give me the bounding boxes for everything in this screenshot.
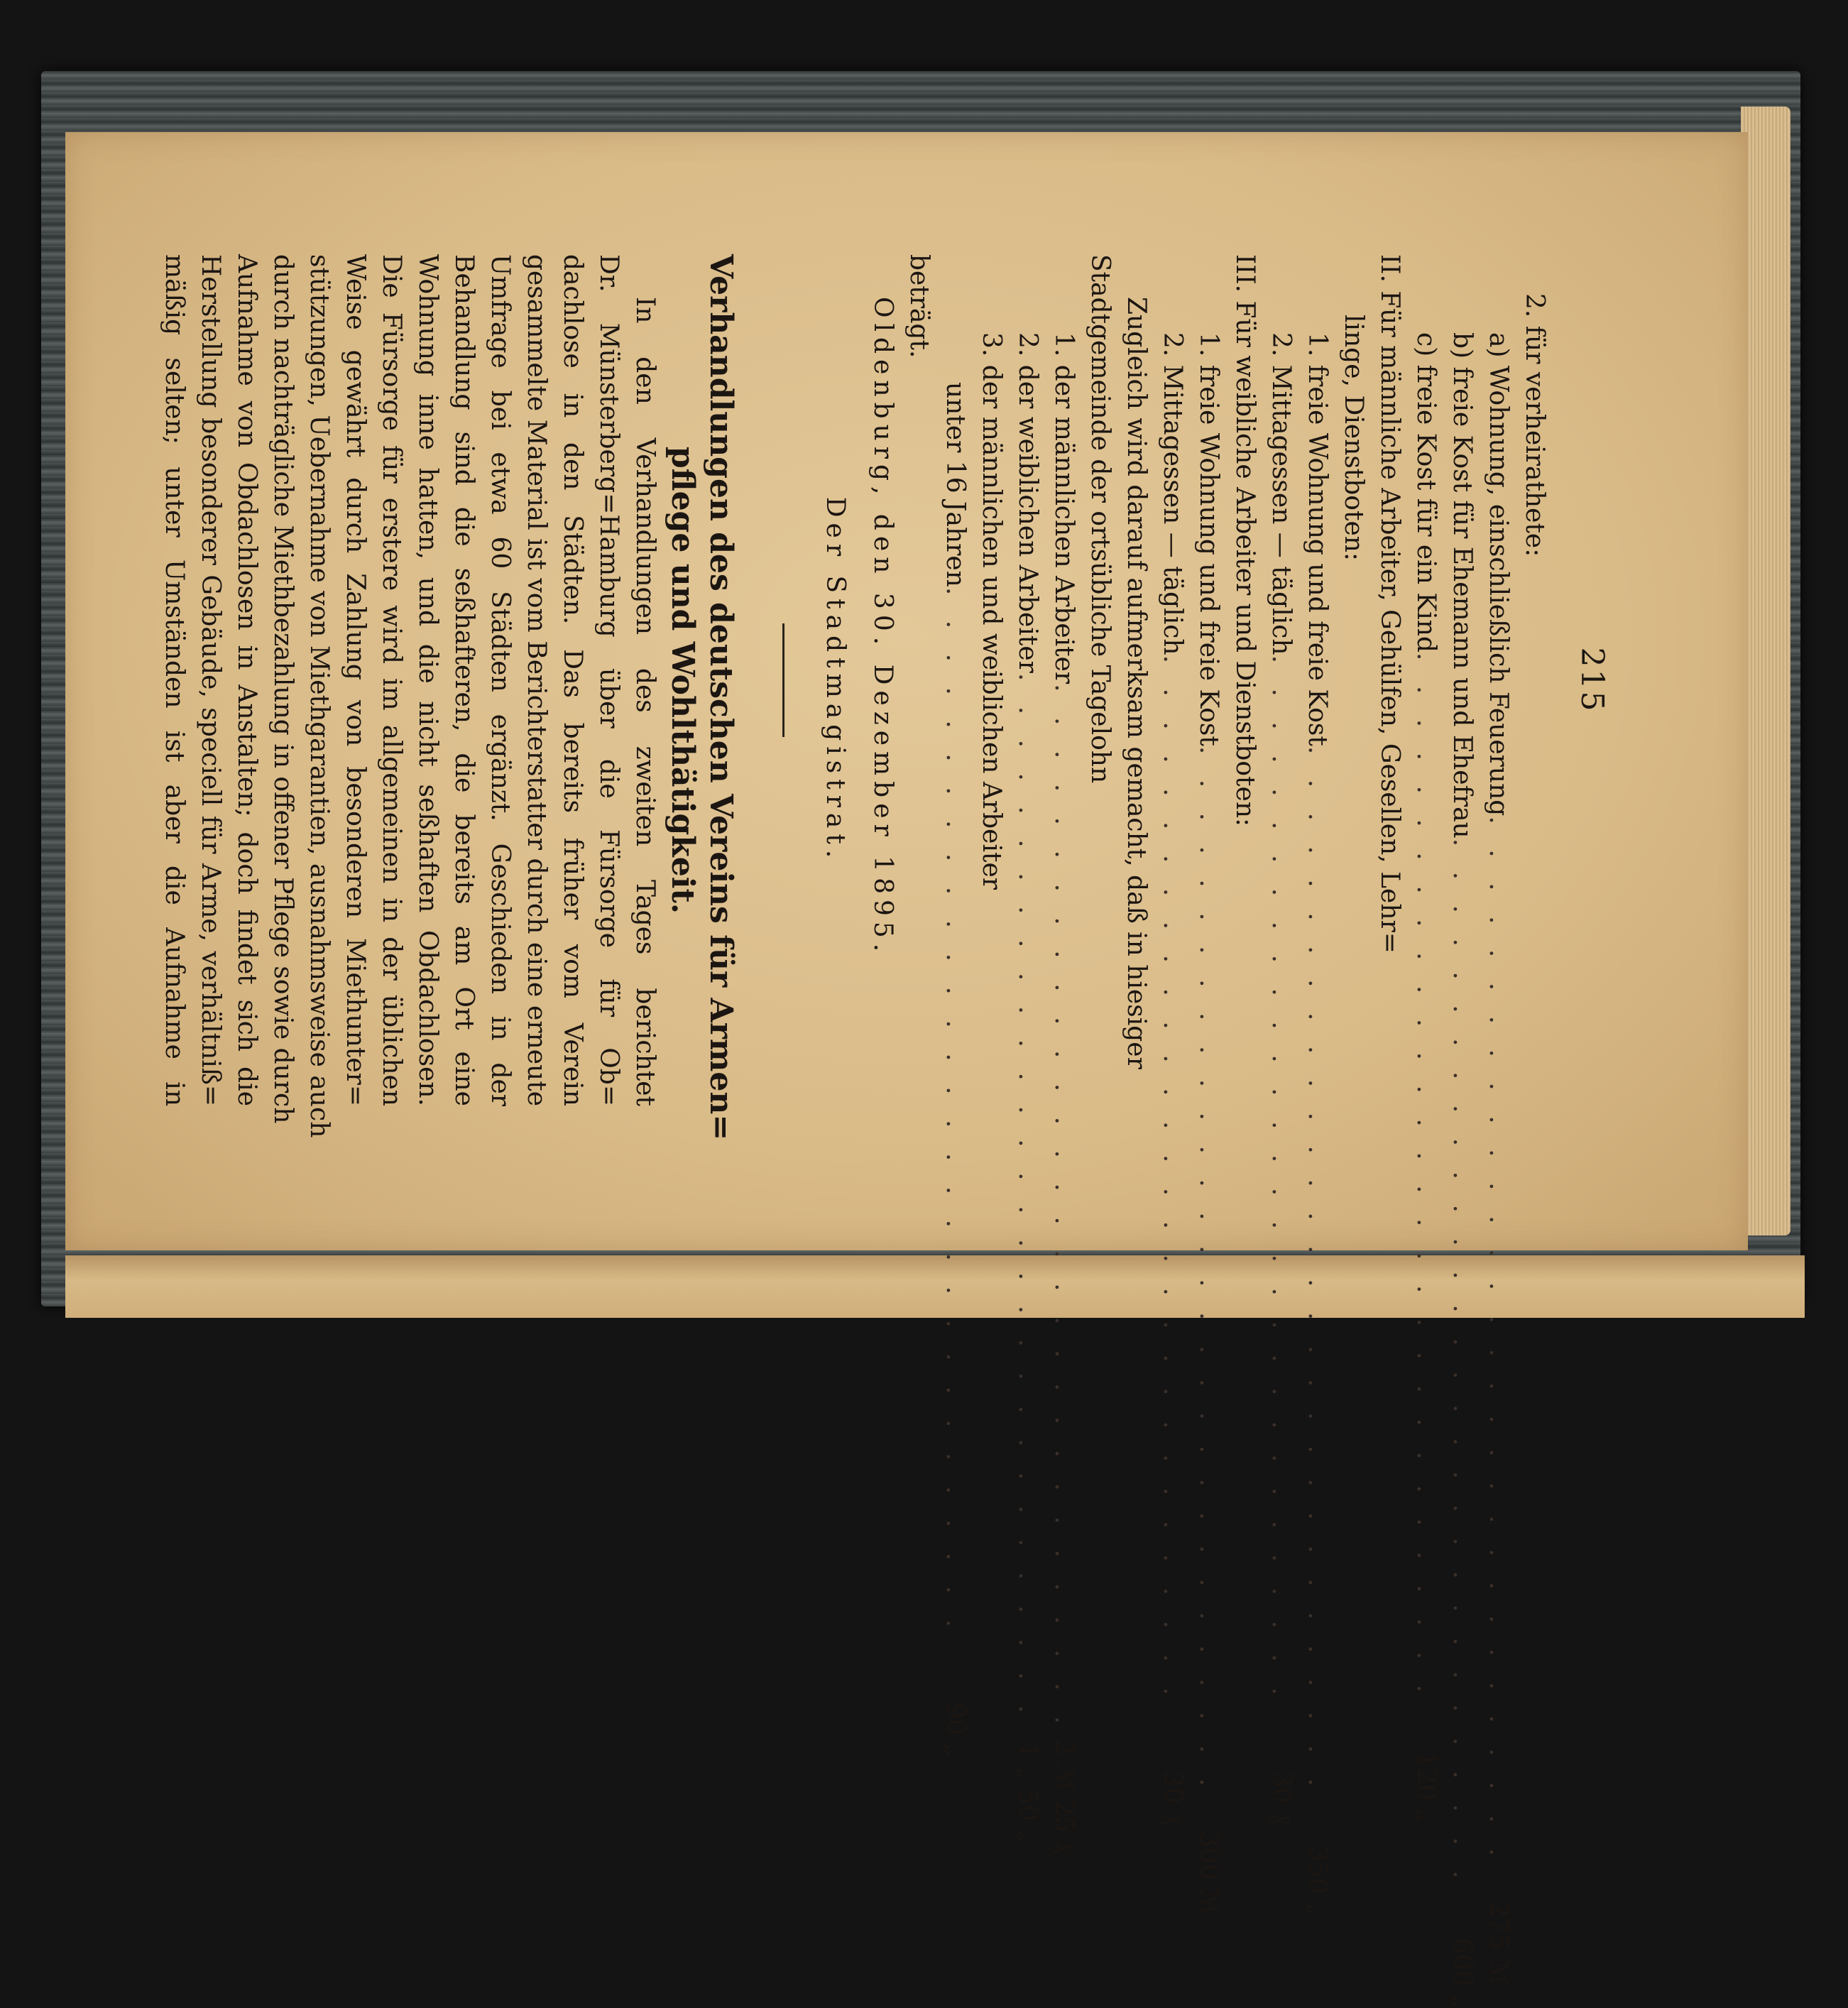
note-line-1: Zugleich wird darauf aufmerksam gemacht, daß in hiesiger xyxy=(1122,297,1151,1069)
leader-dots: . . . . . . . . . . . . . . . . . . . . . . . . . . . . . . . . xyxy=(1484,816,1513,1865)
paragraph-line-11: durch nachträgliche Miethbezahlung in offener Pflege sowie durch xyxy=(268,254,297,1124)
page-edges xyxy=(1741,107,1790,1235)
note-line-2: Stadtgemeinde der ortsübliche Tagelohn xyxy=(1086,254,1115,784)
paragraph-line-5: Umfrage bei etwa 60 Städten ergänzt. Geschieden in der xyxy=(486,254,515,1106)
section-ii-line-1: II. Für männliche Arbeiter, Gehülfen, Gesellen, Lehr= xyxy=(1375,254,1404,954)
leader-dots: . . . . . . . . . . . . . . . . . . . . . . . . . . . . . . . . xyxy=(1194,746,1223,1795)
leader-dots: . . . . . . . . . . . . . . . . . . . . . . . . . . . . . . . . xyxy=(1448,838,1477,1887)
leader-dots: . . . . . . . . . . . . . . . . . . . . . . . . . . . . . . . . xyxy=(1303,746,1332,1795)
paragraph-line-2: Dr. Münsterberg=Hamburg über die Fürsorge für Ob= xyxy=(594,254,623,1106)
lower-page-edge xyxy=(65,1255,1805,1318)
paragraph-line-8: Die Fürsorge für erstere wird im allgemeinen in der üblichen xyxy=(377,254,406,1106)
wage-2-amount: 1 „ 50 „ xyxy=(1013,1742,1042,1843)
wage-2-row xyxy=(1010,254,1046,1843)
item-b-amount: 600 „ xyxy=(1448,1937,1477,2008)
betraegt-line: beträgt. xyxy=(904,254,934,359)
paragraph-line-4: gesammelte Material ist vom Berichterstatter durch eine erneute xyxy=(522,254,551,1106)
section-heading-line-2: pflege und Wohlthätigkeit. xyxy=(665,446,701,915)
item-c-amount: 120 „ xyxy=(1411,1752,1440,1822)
item-a-amount: 275 ℳ xyxy=(1484,1901,1513,1986)
item-c-row xyxy=(1408,254,1444,1822)
iii-item-1-row xyxy=(1191,254,1227,1916)
leader-dots: . . . . . . . . . . . . . . . . . . . . . . . . . . . . . . . . xyxy=(1411,652,1440,1701)
ii-item-1-amount: 350 „ xyxy=(1303,1845,1332,1916)
ii-item-1-row xyxy=(1299,254,1335,1916)
ii-item-2-text: 2. Mittagessen — täglich xyxy=(1267,332,1296,655)
married-heading: 2. für verheirathete: xyxy=(1520,293,1549,557)
wage-1-row xyxy=(1046,254,1082,1854)
wage-3-row xyxy=(937,254,973,1757)
wage-3-line-1: 3. der männlichen und weiblichen Arbeiter xyxy=(977,332,1006,890)
paragraph-line-12: Aufnahme von Obdachlosen in Anstalten; doch findet sich die xyxy=(232,254,261,1106)
paragraph-line-3: dachlose in den Städten. Das bereits früher vom Verein xyxy=(558,254,587,1106)
place-date: Oldenburg, den 30. Dezember 1895. xyxy=(868,297,897,958)
ii-item-2-row xyxy=(1263,254,1299,1825)
leader-dots: . . . . . . . . . . . . . . . . . . . . . . . . . . . . . . . . xyxy=(1049,684,1078,1733)
item-a-row xyxy=(1480,254,1516,1986)
item-b-row xyxy=(1444,254,1480,2008)
paragraph-line-1: In den Verhandlungen des zweiten Tages berichtet xyxy=(630,297,660,1106)
paragraph-line-10: stützungen, Uebernahme von Miethgarantien, ausnahmsweise auch xyxy=(305,254,334,1138)
iii-item-2-amount: 30 ₰ xyxy=(1158,1771,1187,1825)
page-text-block xyxy=(160,254,1610,2008)
item-b-text: b) freie Kost für Ehemann und Ehefrau xyxy=(1448,332,1477,839)
iii-item-2-row xyxy=(1154,254,1191,1825)
wage-1-amount: 2 ℳ 25 ₰ xyxy=(1049,1740,1078,1854)
leader-dots: . . . . . . . . . . . . . . . . . . . . . . . . . . . . . . . . xyxy=(1013,672,1042,1722)
paragraph-line-9: Weise gewährt durch Zahlung von besonderen Miethunter= xyxy=(341,254,370,1106)
iii-item-1-text: 1. freie Wohnung und freie Kost xyxy=(1194,332,1223,746)
leader-dots: . . . . . . . . . . . . . . . . . . . . . . . . . . . . . . . . xyxy=(1158,655,1187,1704)
wage-3-text: unter 16 Jahren xyxy=(941,382,970,587)
paragraph-line-14: mäßig selten; unter Umständen ist aber die Aufnahme in xyxy=(160,254,189,1106)
section-heading-line-1: Verhandlungen des deutschen Vereins für Armen= xyxy=(703,254,739,1141)
wage-3-amount: 90 „ xyxy=(941,1702,970,1757)
paragraph-line-13: Herstellung besonderer Gebäude, speciell für Arme, verhältniß= xyxy=(196,254,225,1106)
item-c-text: c) freie Kost für ein Kind xyxy=(1411,332,1440,653)
item-a-text: a) Wohnung, einschließlich Feuerung xyxy=(1484,332,1513,817)
wage-1-text: 1. der männlichen Arbeiter xyxy=(1049,332,1078,684)
leader-dots: . . . . . . . . . . . . . . . . . . . . . . . . . . . . . . . . xyxy=(1267,655,1296,1704)
paragraph-line-7: Wohnung inne hatten, und die nicht seßhaften Obdachlosen. xyxy=(413,254,442,1106)
iii-item-2-text: 2. Mittagessen — täglich xyxy=(1158,332,1187,655)
iii-item-1-amount: 300 ℳ xyxy=(1194,1831,1223,1916)
signoff: Der Stadtmagistrat. xyxy=(821,496,850,864)
paragraph-line-6: Behandlung sind die seßhafteren, die bereits am Ort eine xyxy=(449,254,479,1106)
wage-2-text: 2. der weiblichen Arbeiter xyxy=(1013,332,1042,673)
section-iii-line: III. Für weibliche Arbeiter und Dienstboten: xyxy=(1230,254,1259,827)
page-number: 215 xyxy=(1574,647,1610,714)
section-divider xyxy=(782,623,784,737)
ii-item-1-text: 1. freie Wohnung und freie Kost xyxy=(1303,332,1332,746)
ii-item-2-amount: 30 ₰ xyxy=(1267,1771,1296,1825)
leader-dots: . . . . . . . . . . . . . . . . . . . . . . . . . . . . . . . . xyxy=(941,586,970,1636)
section-ii-line-2: linge, Dienstboten: xyxy=(1339,315,1368,562)
